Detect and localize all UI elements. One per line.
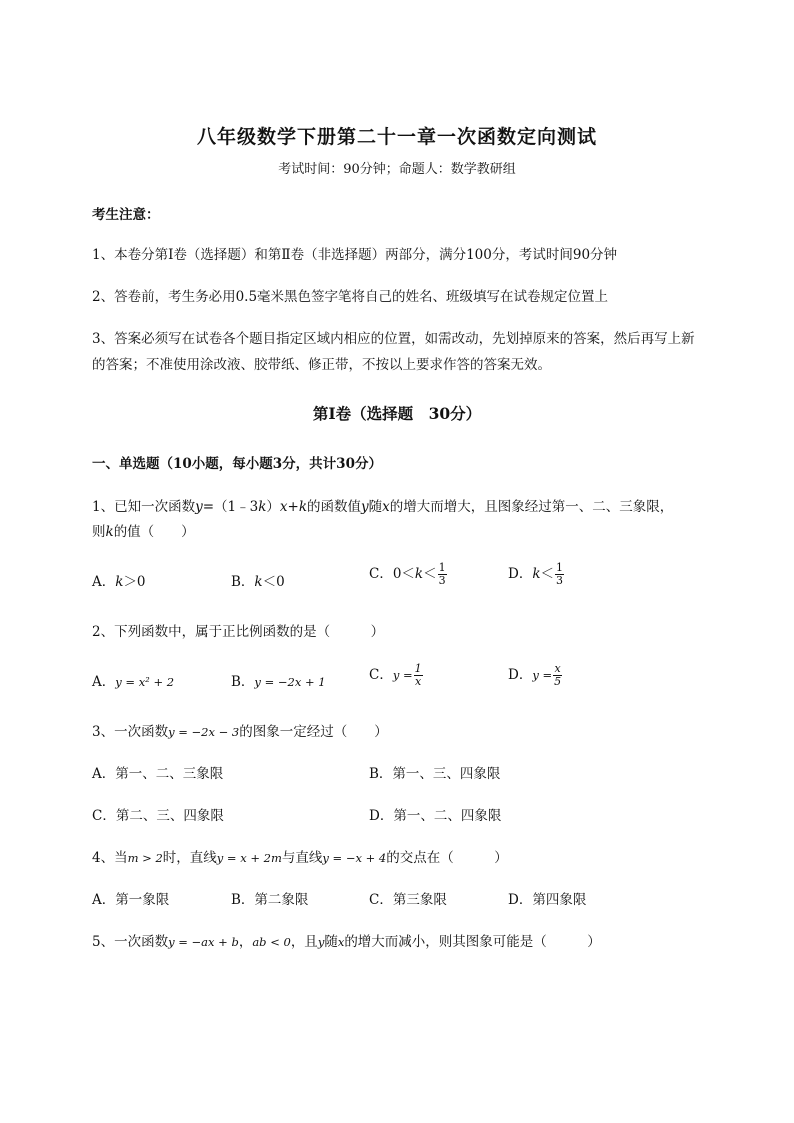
- q4-option-b[interactable]: B．第二象限: [231, 892, 309, 908]
- q1-option-a[interactable]: A．k＞0: [92, 574, 146, 590]
- q4-option-a[interactable]: A．第一象限: [92, 892, 170, 908]
- question-1-stem: 1、已知一次函数y=（1﹣3k）x+k的函数值y随x的增大而增大，且图象经过第一、二、三象限，: [92, 499, 674, 515]
- question-3-stem: 3、一次函数y = −2x − 3的图象一定经过（ ）: [92, 724, 388, 740]
- question-2-stem: 2、下列函数中，属于正比例函数的是（ ）: [92, 624, 385, 640]
- q2-option-c[interactable]: C．y = $\frac{1}{x}$: [369, 662, 422, 688]
- notice-item-3: 3、答案必须写在试卷各个题目指定区域内相应的位置，如需改动，先划掉原来的答案，然后再写上新: [92, 331, 695, 347]
- page-title: 八年级数学下册第二十一章一次函数定向测试: [196, 126, 597, 148]
- q4-option-d[interactable]: D．第四象限: [508, 892, 587, 908]
- q3-option-c[interactable]: C．第二、三、四象限: [92, 808, 224, 824]
- question-4-stem: 4、当m > 2时，直线y = x + 2m与直线y = −x + 4的交点在（ ）: [92, 850, 508, 866]
- notice-item-2: 2、答卷前，考生务必用0.5毫米黑色签字笔将自己的姓名、班级填写在试卷规定位置上: [92, 289, 609, 305]
- q4-option-c[interactable]: C．第三象限: [369, 892, 447, 908]
- section-title: 第I卷（选择题 30分）: [312, 404, 482, 423]
- notice-item-3-cont: 的答案；不准使用涂改液、胶带纸、修正带，不按以上要求作答的答案无效。: [92, 357, 551, 373]
- notice-heading: 考生注意：: [92, 207, 160, 223]
- part-heading: 一、单选题（10小题，每小题3分，共计30分）: [92, 456, 382, 472]
- q2-option-d[interactable]: D．y = $\frac{x}{5}$: [508, 662, 562, 688]
- question-1-stem-cont: 则k的值（ ）: [92, 524, 195, 540]
- q2-option-b[interactable]: B．y = −2x + 1: [231, 674, 326, 690]
- q1-option-d[interactable]: D．k＜ $\frac{1}{3}$: [508, 561, 564, 587]
- q3-option-b[interactable]: B．第一、三、四象限: [369, 766, 501, 782]
- q3-option-d[interactable]: D．第一、二、四象限: [369, 808, 502, 824]
- notice-item-1: 1、本卷分第I卷（选择题）和第Ⅱ卷（非选择题）两部分，满分100分，考试时间90分钟: [92, 247, 618, 263]
- q2-option-a[interactable]: A．y = x² + 2: [92, 674, 175, 690]
- q1-option-c[interactable]: C．0＜k＜ $\frac{1}{3}$: [369, 561, 446, 587]
- q3-option-a[interactable]: A．第一、二、三象限: [92, 766, 224, 782]
- question-5-stem: 5、一次函数y = −ax + b，ab < 0，且y随x的增大而减小，则其图象可能是（ ）: [92, 934, 601, 950]
- q1-option-b[interactable]: B．k＜0: [231, 574, 285, 590]
- exam-info: 考试时间：90分钟；命题人：数学教研组: [278, 162, 516, 177]
